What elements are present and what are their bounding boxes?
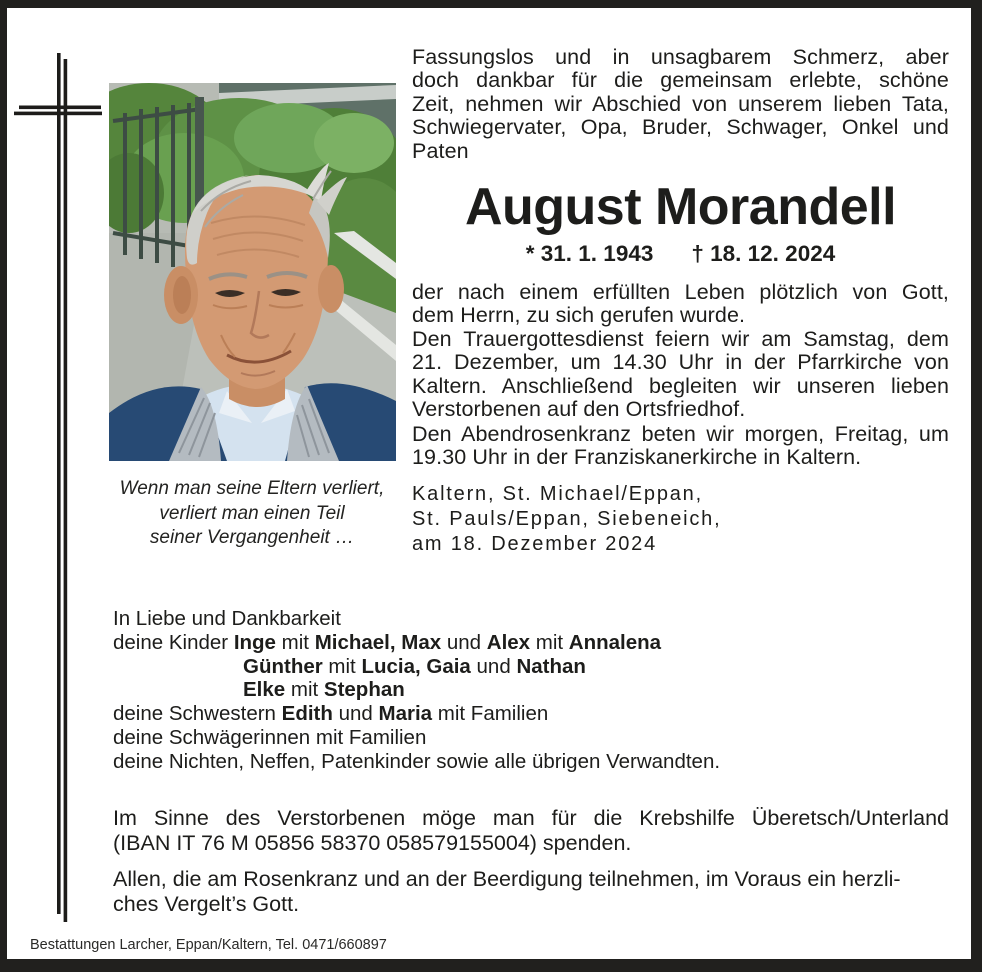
family-intro: In Liebe und Dankbarkeit xyxy=(113,607,341,630)
family-block xyxy=(113,607,953,774)
service-line: Verstorbenen auf den Ortsfriedhof. xyxy=(412,397,746,422)
death-date: † 18. 12. 2024 xyxy=(691,241,836,266)
donation-paragraph xyxy=(113,806,949,857)
funeral-home-info: Bestattungen Larcher, Eppan/Kaltern, Tel. 0471/660897 xyxy=(30,937,387,953)
family-children-line: Günther mit Lucia, Gaia und Nathan xyxy=(243,654,586,678)
called-line: dem Herrn, zu sich gerufen wurde. xyxy=(412,303,746,328)
places-line: am 18. Dezember 2024 xyxy=(412,533,658,556)
birth-date: * 31. 1. 1943 xyxy=(525,241,654,266)
quote-line: Wenn man seine Eltern verliert, xyxy=(119,478,385,499)
intro-line: Schwiegervater, Opa, Bruder, Schwager, Onkel und xyxy=(412,115,949,140)
donation-line: Im Sinne des Verstorbenen möge man für die Krebshilfe Überetsch/Unterland xyxy=(113,806,949,830)
service-line: Kaltern. Anschließend begleiten wir unseren lieben xyxy=(412,373,949,398)
places-line: St. Pauls/Eppan, Siebeneich, xyxy=(412,508,722,531)
family-relatives-line: deine Nichten, Neffen, Patenkinder sowie alle übrigen Verwandten. xyxy=(113,749,721,773)
thanks-line: ches Vergelt’s Gott. xyxy=(113,892,300,917)
intro-line: Fassungslos und in unsagbarem Schmerz, aber xyxy=(412,45,949,69)
thanks-paragraph xyxy=(113,867,958,918)
service-line: 21. Dezember, um 14.30 Uhr in der Pfarrkirche von xyxy=(412,350,949,375)
quote-line: verliert man einen Teil xyxy=(159,502,345,524)
rosary-line: 19.30 Uhr in der Franziskanerkirche in Kaltern. xyxy=(412,445,862,470)
called-line: der nach einem erfüllten Leben plötzlich von Gott, xyxy=(412,280,949,304)
family-children-line: deine Kinder Inge mit Michael, Max und Alex mit Annalena xyxy=(113,630,662,654)
places-line: Kaltern, St. Michael/Eppan, xyxy=(412,483,703,505)
intro-line: Zeit, nehmen wir Abschied von unserem lieben Tata, xyxy=(412,91,949,116)
portrait-photo xyxy=(109,83,396,461)
intro-paragraph xyxy=(412,46,949,163)
thanks-line: Allen, die am Rosenkranz und an der Beerdigung teilnehmen, im Voraus ein herzli- xyxy=(113,867,901,891)
family-sisters-line: deine Schwestern Edith und Maria mit Familien xyxy=(113,702,549,726)
called-paragraph xyxy=(412,281,949,328)
rosary-paragraph xyxy=(412,423,949,470)
deceased-name: August Morandell xyxy=(464,178,897,236)
donation-line: (IBAN IT 76 M 05856 58370 058579155004) spenden. xyxy=(113,831,632,856)
rosary-line: Den Abendrosenkranz beten wir morgen, Freitag, um xyxy=(412,422,949,446)
memorial-quote xyxy=(92,477,412,551)
intro-line: doch dankbar für die gemeinsam erlebte, schöne xyxy=(412,68,949,93)
quote-line: seiner Vergangenheit … xyxy=(149,527,355,549)
places-block xyxy=(412,482,949,558)
family-children-line: Elke mit Stephan xyxy=(243,678,405,702)
family-sisters-in-law-line: deine Schwägerinnen mit Familien xyxy=(113,725,427,749)
life-dates xyxy=(412,241,949,267)
intro-line: Paten xyxy=(412,138,469,163)
service-line: Den Trauergottesdienst feiern wir am Samstag, dem xyxy=(412,327,949,351)
service-paragraph xyxy=(412,328,949,422)
